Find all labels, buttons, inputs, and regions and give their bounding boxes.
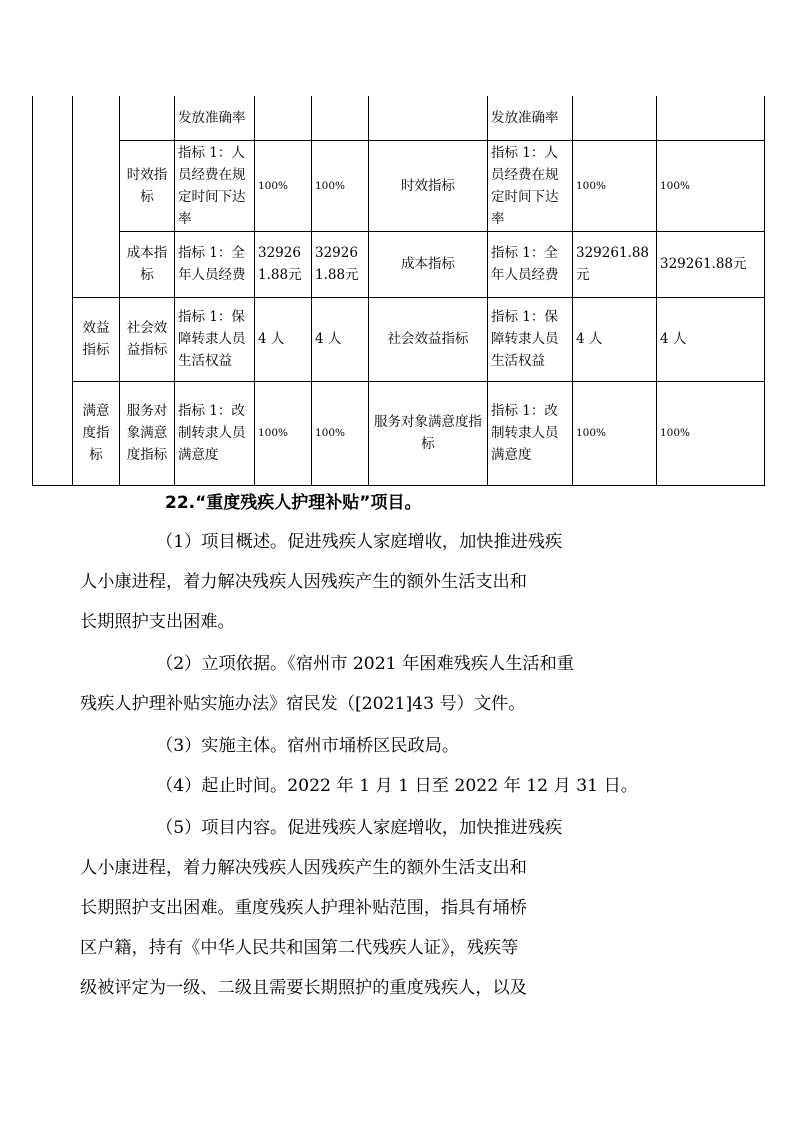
- section-heading: 22.“重度残疾人护理补贴”项目。: [165, 493, 422, 513]
- table-cell: 100%: [255, 140, 312, 231]
- table-cell: 成本指标: [120, 231, 175, 297]
- text-line: 长期照护支出困难。: [80, 612, 235, 632]
- text-line: 区户籍，持有《中华人民共和国第二代残疾人证》，残疾等: [80, 938, 519, 958]
- table-cell: 指标 1：保障转隶人员生活权益: [488, 297, 573, 381]
- table-cell: 4 人: [573, 297, 657, 381]
- table-cell: 指标 1：改制转隶人员满意度: [488, 381, 573, 485]
- paragraph-implementer: [120, 726, 680, 766]
- table-cell: [369, 96, 488, 140]
- table-cell: 效益指标: [73, 297, 120, 381]
- table-cell: 100%: [573, 140, 657, 231]
- table-cell: 329261.88元: [255, 231, 312, 297]
- table-cell: 329261.88元: [573, 231, 657, 297]
- table-cell: 满意度指标: [73, 381, 120, 485]
- paragraph-period: [120, 766, 680, 806]
- table-cell: 329261.88元: [657, 231, 765, 297]
- table-cell: 指标 1：人员经费在规定时间下达率: [175, 140, 255, 231]
- table-cell: 指标 1：保障转隶人员生活权益: [175, 297, 255, 381]
- paragraph-basis: [80, 644, 680, 724]
- table-row: [33, 381, 765, 485]
- text-line: （3）实施主体。宿州市埇桥区民政局。: [156, 736, 460, 756]
- table-row: [33, 96, 765, 140]
- table-cell: 100%: [312, 140, 369, 231]
- table-row: [33, 231, 765, 297]
- table-cell: [312, 96, 369, 140]
- table-row: [33, 297, 765, 381]
- text-line: 长期照护支出困难。重度残疾人护理补贴范围，指具有埇桥: [80, 898, 527, 918]
- table-cell: [120, 96, 175, 140]
- text-line: 人小康进程，着力解决残疾人因残疾产生的额外生活支出和: [80, 858, 527, 878]
- table-cell: 指标 1：全年人员经费: [175, 231, 255, 297]
- table-cell: 时效指标: [120, 140, 175, 231]
- table-cell: 服务对象满意度指标: [369, 381, 488, 485]
- table-cell: 社会效益指标: [120, 297, 175, 381]
- text-line: （5）项目内容。促进残疾人家庭增收，加快推进残疾: [156, 818, 563, 838]
- table-cell: 100%: [573, 381, 657, 485]
- table-cell: 100%: [657, 381, 765, 485]
- table-cell: 发放准确率: [175, 96, 255, 140]
- table-cell: 成本指标: [369, 231, 488, 297]
- table-cell: [573, 96, 657, 140]
- table-cell: 时效指标: [369, 140, 488, 231]
- text-line: （2）立项依据。《宿州市 2021 年困难残疾人生活和重: [156, 654, 574, 674]
- table-cell: 指标 1：改制转隶人员满意度: [175, 381, 255, 485]
- text-line: （4）起止时间。2022 年 1 月 1 日至 2022 年 12 月 31 日。: [156, 776, 638, 796]
- table-cell: 4 人: [312, 297, 369, 381]
- table-cell: 指标 1：全年人员经费: [488, 231, 573, 297]
- paragraph-overview: [80, 522, 680, 642]
- text-line: （1）项目概述。促进残疾人家庭增收，加快推进残疾: [156, 532, 563, 552]
- table-cell: 4 人: [255, 297, 312, 381]
- table-cell: 发放准确率: [488, 96, 573, 140]
- text-line: 级被评定为一级、二级且需要长期照护的重度残疾人，以及: [80, 978, 527, 998]
- text-line: 残疾人护理补贴实施办法》宿民发（[2021]43 号）文件。: [80, 694, 526, 714]
- paragraph-content: [80, 808, 680, 1008]
- table-cell: [73, 96, 120, 297]
- table-cell: 4 人: [657, 297, 765, 381]
- table-cell: [657, 96, 765, 140]
- table-cell: 100%: [255, 381, 312, 485]
- text-line: 人小康进程，着力解决残疾人因残疾产生的额外生活支出和: [80, 572, 527, 592]
- table-cell: 社会效益指标: [369, 297, 488, 381]
- table-cell: 指标 1：人员经费在规定时间下达率: [488, 140, 573, 231]
- table-cell: 服务对象满意度指标: [120, 381, 175, 485]
- table-row: [33, 140, 765, 231]
- table-cell: 329261.88元: [312, 231, 369, 297]
- performance-indicator-table: [32, 96, 765, 486]
- table-cell: [255, 96, 312, 140]
- table-cell: 100%: [657, 140, 765, 231]
- table-cell: 100%: [312, 381, 369, 485]
- table-cell: [33, 96, 73, 485]
